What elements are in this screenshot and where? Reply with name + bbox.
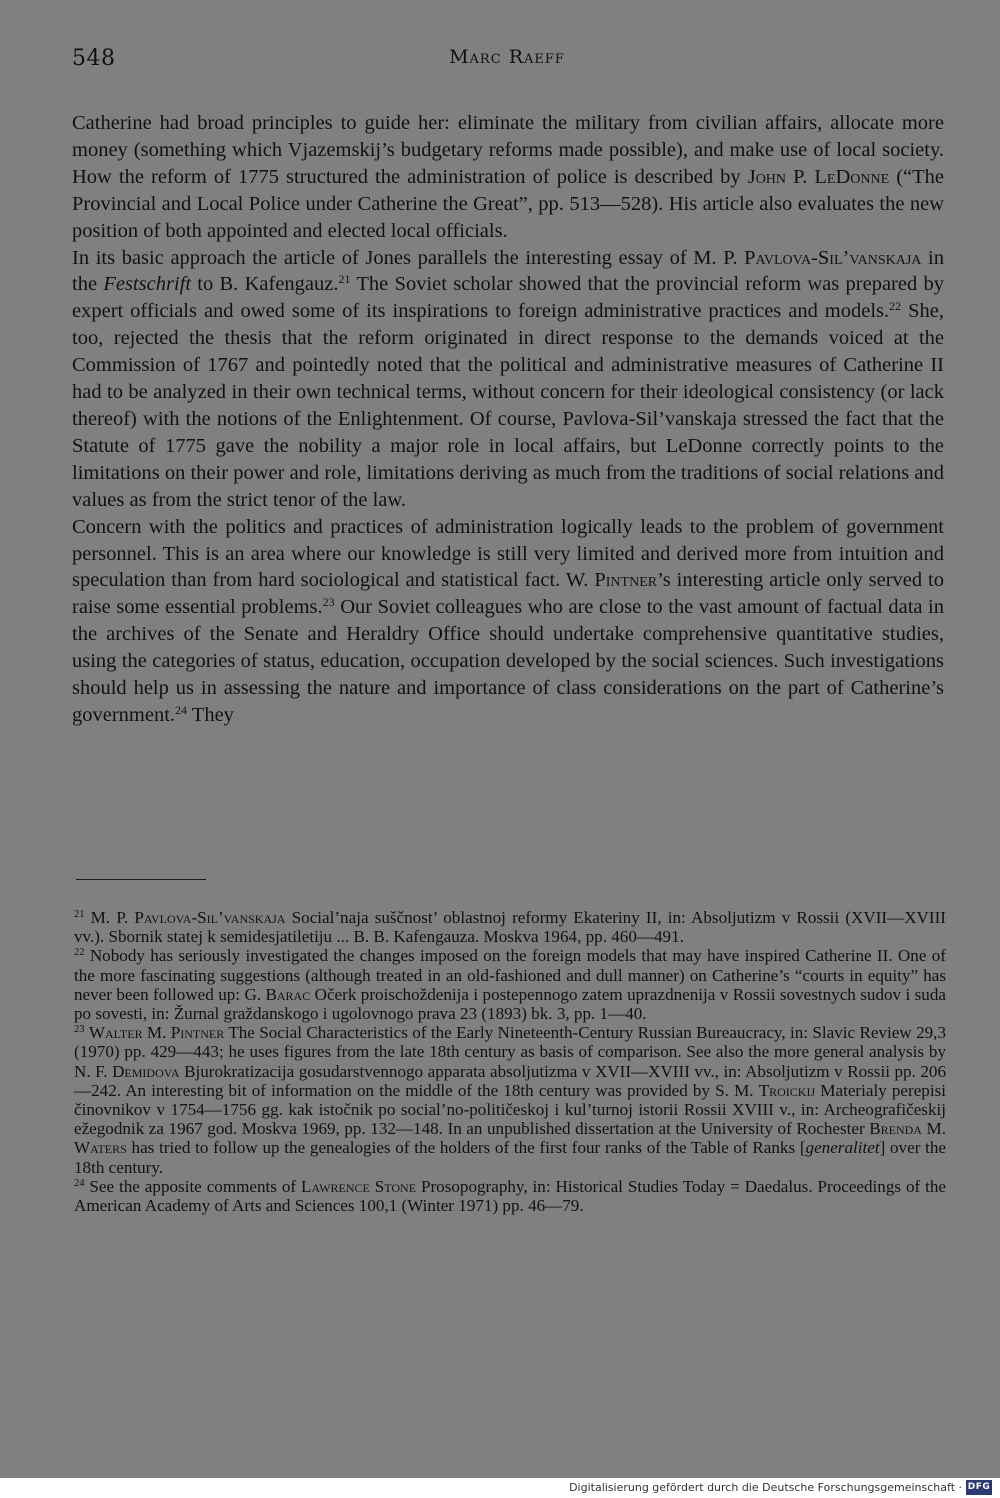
footnote-divider (76, 879, 206, 880)
author-name: Pavlova-Sil’vanskaja (744, 246, 922, 269)
author-name: Barac (265, 984, 311, 1004)
author-name: Demidova (112, 1061, 180, 1081)
paragraph-2 (72, 245, 944, 514)
author-name: Lawrence Stone (301, 1176, 417, 1196)
text-run: Catherine had broad principles to guide her: eliminate the military from civilian affairs, allocate more money (something which Vjazemskij’s budgetary reforms made possible), and make use of local society. How the reform of 1775 structured the administration of police is described by (72, 112, 944, 188)
author-name: Walter M. Pintner (88, 1023, 225, 1043)
footnote-22 (74, 946, 946, 1023)
author-name: Troickij (758, 1080, 816, 1100)
author-name: Brenda M. Waters (74, 1119, 946, 1158)
italic-term: generalitet (805, 1138, 880, 1158)
text-run: Prosopography, in: Historical Studies Today = Daedalus. Proceedings of the American Academy of Arts and Sciences 100,1 (Winter 1971) pp. 46—79. (74, 1176, 947, 1216)
text-run: (“The Provincial and Local Police under Catherine the Great”, pp. 513—528). His article also evaluates the new position of both appointed and elected local officials. (72, 165, 944, 242)
text-run: ] over the 18th century. (74, 1138, 946, 1177)
text-run: Nobody has seriously investigated the changes imposed on the foreign models that may have inspired Catherine II. One of the more fascinating suggestions (although treated in an old-fashioned and dull manner) on Catherine’s “courts in equity” has never been followed up: G. (74, 946, 946, 1004)
author-name: Pintner (594, 569, 658, 592)
text-run: M. P. (84, 908, 135, 927)
text-run: The Social Characteristics of the Early Nineteenth-Century Russian Bureaucracy, in: Slavic Review 29,3 (1970) pp. 429—443; he uses figures from the late 18th century as basis of comparison. See also the more general analysis by N. F. (74, 1023, 946, 1081)
author-name: Pavlova-Sil’vanskaja (134, 908, 286, 927)
text-run: ’s interesting article only served to raise some essential problems. (72, 569, 945, 619)
footnote-number: 23 (74, 1024, 85, 1036)
digitization-credit: Digitalisierung gefördert durch die Deutsche Forschungsgemeinschaft · (569, 1481, 962, 1494)
footnote-ref-21[interactable]: 21 (338, 272, 351, 287)
paragraph-3 (72, 514, 944, 729)
text-run: Concern with the politics and practices of administration logically leads to the problem of government personnel. This is an area where our knowledge is still very limited and derived more from intuition and speculation than from hard sociological and statistical fact. W. (72, 515, 944, 592)
body-text (72, 110, 944, 729)
text-run: has tried to follow up the genealogies of the holders of the first four ranks of the Table of Ranks [ (126, 1138, 806, 1158)
page-header (72, 46, 942, 76)
footnote-ref-23[interactable]: 23 (322, 595, 335, 610)
digitization-footer (0, 1478, 1000, 1498)
text-run: Očerk proischoždenija i postepennogo zatem uprazdnenija v Rossii sovestnych sudov i suda po sovesti, in: Žurnal graždanskogo i ugolovnogo prava 23 (1893) bk. 3, pp. 1—40. (74, 984, 946, 1024)
italic-term: Festschrift (103, 273, 192, 296)
page-number: 548 (72, 46, 116, 71)
footnote-number: 22 (74, 947, 85, 959)
footnote-24 (74, 1177, 946, 1215)
footnote-number: 21 (74, 909, 85, 920)
running-head: Marc Raeff (449, 46, 565, 68)
footnote-ref-22[interactable]: 22 (889, 299, 902, 314)
text-run: Social’naja suščnost’ oblastnoj reformy Ekateriny II, in: Absoljutizm v Rossii (XVII—XVIII vv.). Sbornik statej k semidesjatiletiju ... B. B. Kafengauza. Moskva 1964, pp. 460—491. (74, 908, 946, 947)
footnotes (74, 908, 946, 1215)
text-run: In its basic approach the article of Jones parallels the interesting essay of M. P. (72, 246, 745, 269)
text-run: She, too, rejected the thesis that the reform originated in direct response to the demands voiced at the Commission of 1767 and pointedly noted that the political and administrative measures of Catherine II had to be analyzed in their own technical terms, without concern for their ideological consistency (or lack thereof) with the notions of the Enlightenment. Of course, Pavlova-Sil’vanskaja stressed the fact that the Statute of 1775 gave the nobility a major role in local affairs, but LeDonne correctly points to the limitations on their power and role, limitations deriving as much from the traditions of social relations and values as from the strict tenor of the law. (72, 300, 944, 511)
text-run: Materialy perepisi činovnikov v 1754—1756 gg. kak istočnik po social’no-političeskoj i kul’turnoj istorii Rossii XVIII v., in: Archeografičeskij ežegodnik za 1967 god. Moskva 1969, pp. 132—148. In an unpublished dissertation at the University of Rochester (74, 1080, 946, 1139)
text-run: in the (72, 246, 944, 296)
footnote-21 (74, 908, 946, 946)
text-run: See the apposite comments of (84, 1176, 302, 1196)
text-run: to B. Kafengauz. (191, 273, 339, 296)
text-run: Bjurokratizacija gosudarstvennogo apparata absoljutizma v XVII—XVIII vv., in: Absoljutizm v Rossii pp. 206—242. An interesting bit of information on the middle of the 18th century was provided by S. M. (74, 1061, 947, 1100)
footnote-23 (74, 1023, 946, 1177)
footnote-number: 24 (74, 1177, 85, 1189)
text-run: They (187, 703, 234, 726)
text-run: The Soviet scholar showed that the provincial reform was prepared by expert officials and owed some of its inspirations to foreign administrative practices and models. (72, 273, 944, 323)
dfg-logo-icon: DFG (966, 1480, 992, 1495)
author-name: John P. LeDonne (747, 165, 890, 188)
paragraph-1 (72, 110, 944, 245)
text-run: Our Soviet colleagues who are close to the vast amount of factual data in the archives of the Senate and Heraldry Office should undertake comprehensive quantitative studies, using the categories of status, education, occupation developed by the social sciences. Such investigations should help us in assessing the nature and importance of class considerations on the part of Catherine’s government. (72, 596, 945, 726)
footnote-ref-24[interactable]: 24 (175, 702, 188, 717)
